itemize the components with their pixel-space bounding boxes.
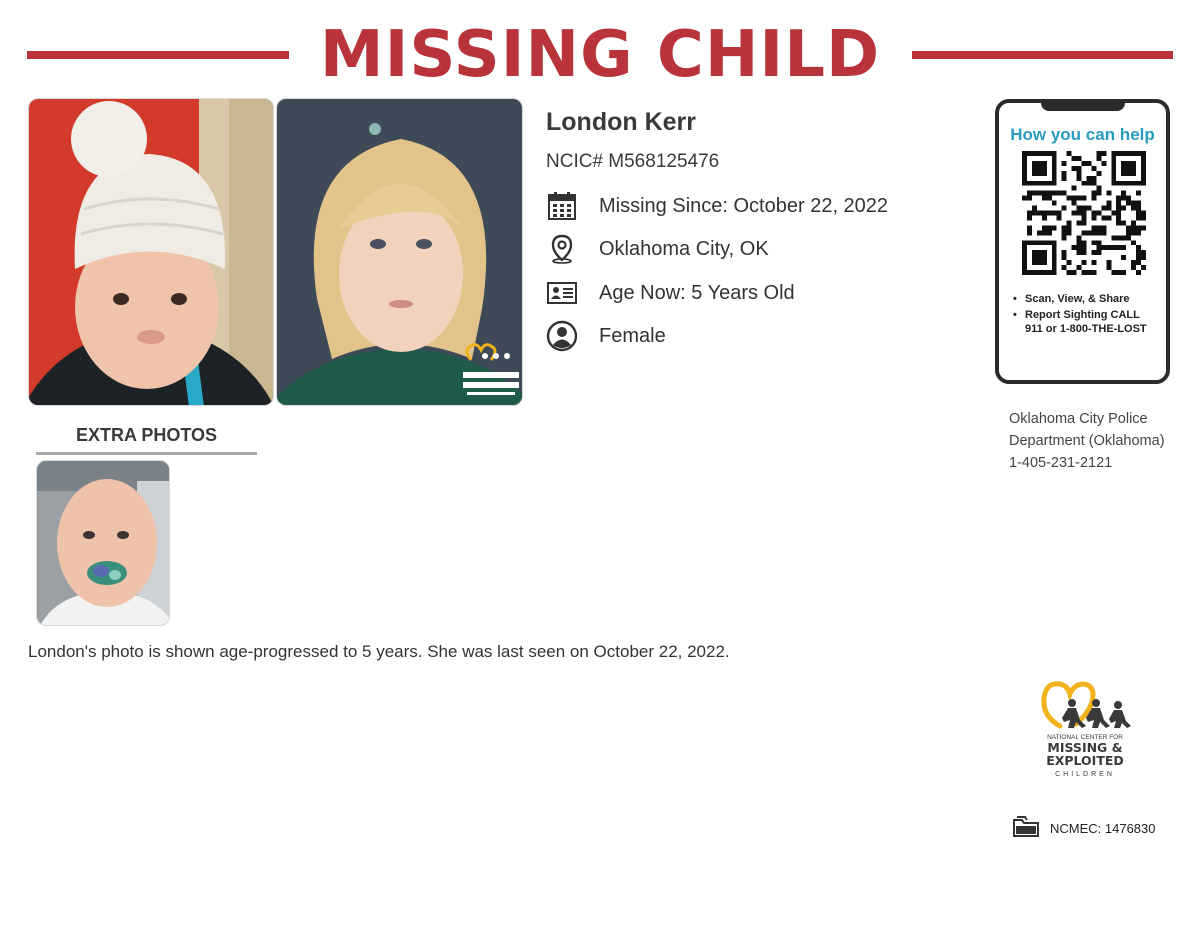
age-row <box>546 277 795 309</box>
ncmec-number: NCMEC: 1476830 <box>1050 820 1156 836</box>
header-rule-left <box>27 51 289 59</box>
person-icon <box>546 320 578 352</box>
header-rule-right <box>912 51 1173 59</box>
location-pin-icon <box>546 233 578 265</box>
agency-contact: Oklahoma City Police Department (Oklahoma) 1-405-231-2121 <box>1009 411 1165 471</box>
qr-code-icon[interactable] <box>1022 151 1146 275</box>
id-card-icon <box>546 277 578 309</box>
ncic-number: NCIC# M568125476 <box>546 151 720 172</box>
child-photo-age-progressed <box>276 98 523 406</box>
folder-icon <box>1012 814 1040 843</box>
sex: Female <box>599 324 666 347</box>
help-list <box>1011 292 1159 338</box>
page-title: MISSING CHILD <box>319 18 881 92</box>
logo-line4: CHILDREN <box>1055 771 1115 778</box>
logo-line1: NATIONAL CENTER FOR <box>1047 734 1123 741</box>
help-card-title: How you can help <box>1010 125 1155 144</box>
logo-line3: EXPLOITED <box>1046 753 1124 768</box>
ncmec-case <box>1012 815 1156 841</box>
age-now: Age Now: 5 Years Old <box>599 281 795 304</box>
phone-notch <box>1041 99 1125 111</box>
help-card <box>995 99 1170 384</box>
help-item-report: • Report Sighting CALL 911 or 1-800-THE-LOST <box>1011 308 1159 336</box>
extra-photo[interactable] <box>36 460 170 626</box>
last-known-location: Oklahoma City, OK <box>599 237 769 260</box>
child-name: London Kerr <box>546 108 696 136</box>
calendar-icon <box>546 190 578 222</box>
child-photo-original <box>28 98 274 406</box>
missing-since-row <box>546 190 889 222</box>
logo-line2: MISSING & <box>1047 740 1123 755</box>
help-item-share: • Scan, View, & Share <box>1011 292 1159 306</box>
missing-since: Missing Since: October 22, 2022 <box>599 194 889 217</box>
sex-row <box>546 320 666 352</box>
ncmec-logo <box>1030 678 1140 780</box>
location-row <box>546 233 769 265</box>
photo-caption: London's photo is shown age-progressed to 5 years. She was last seen on October 22, 2022. <box>28 642 730 661</box>
extra-photos-heading: EXTRA PHOTOS <box>36 425 257 455</box>
